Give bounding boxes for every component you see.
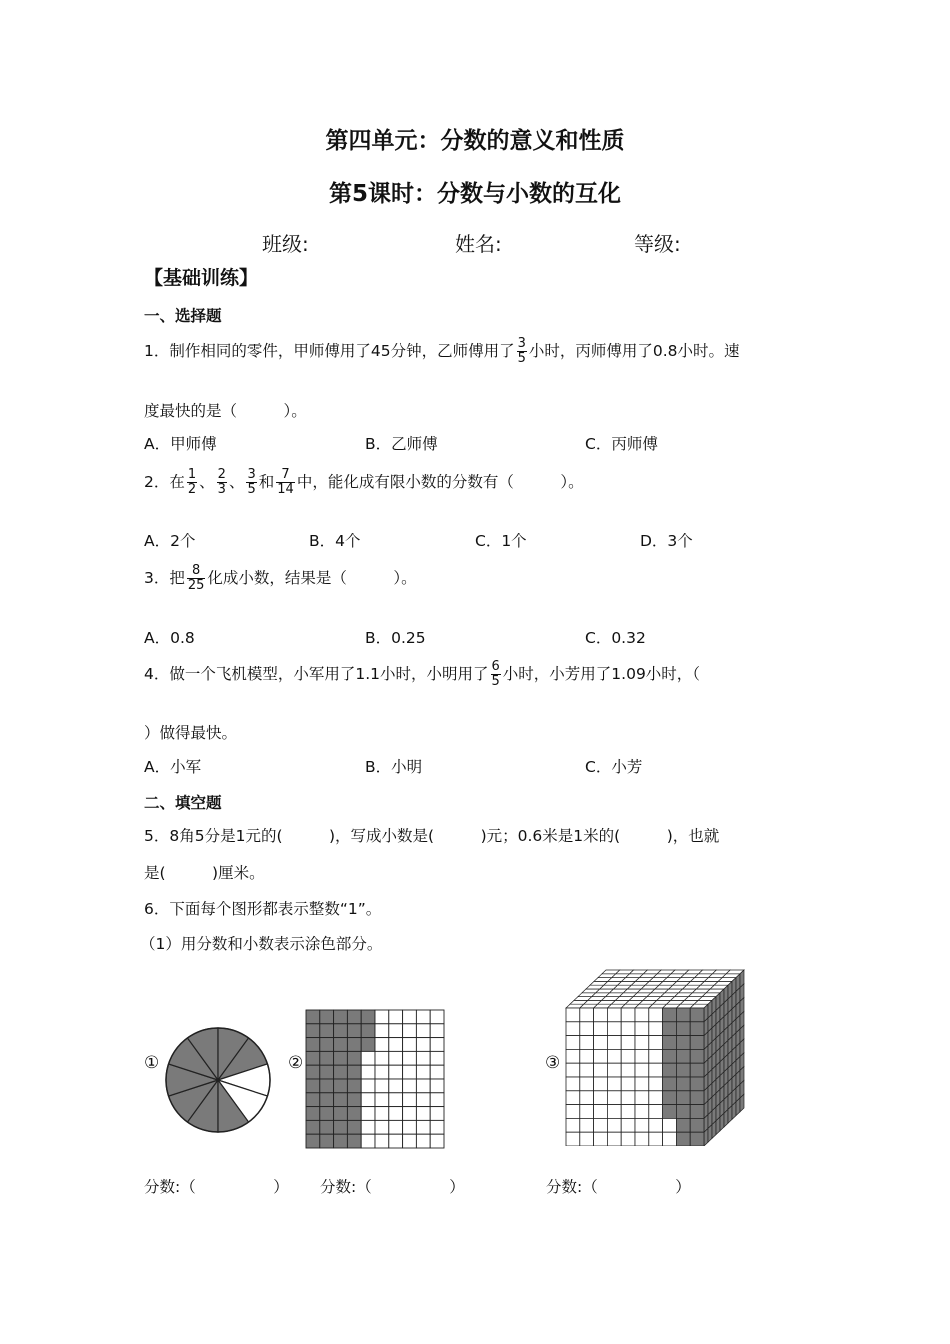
q1-option-a: A．甲师傅 bbox=[144, 435, 217, 453]
grid-cell bbox=[375, 1134, 389, 1148]
cube-front-cell bbox=[663, 1105, 677, 1119]
page-title: 第四单元：分数的意义和性质 bbox=[325, 128, 625, 154]
cube-front-cell bbox=[649, 1008, 663, 1022]
cube-front-cell bbox=[690, 1077, 704, 1091]
cube-front-cell bbox=[635, 1022, 649, 1036]
grid-cell bbox=[306, 1107, 320, 1121]
grid-cell bbox=[389, 1038, 403, 1052]
question-1: 1．制作相同的零件，甲师傅用了45分钟，乙师傅用了 $\frac{3}{5}$ 小时，丙师傅用了0.8小时。速 bbox=[144, 336, 740, 366]
grid-cell bbox=[403, 1134, 417, 1148]
cube-front-cell bbox=[635, 1132, 649, 1146]
cube-front-cell bbox=[607, 1118, 621, 1132]
fraction: $\frac{1}{2}$ bbox=[187, 467, 197, 497]
question-3: 3．把 $\frac{8}{25}$ 化成小数，结果是（ ）。 bbox=[144, 563, 417, 593]
cube-front-cell bbox=[594, 1036, 608, 1050]
cube-front-cell bbox=[663, 1091, 677, 1105]
cube-front-cell bbox=[594, 1063, 608, 1077]
cube-front-cell bbox=[690, 1063, 704, 1077]
grid-cell bbox=[361, 1120, 375, 1134]
grid-cell bbox=[430, 1079, 444, 1093]
grid-cell bbox=[389, 1024, 403, 1038]
grid-cell bbox=[416, 1024, 430, 1038]
cube-front-cell bbox=[621, 1049, 635, 1063]
cube-front-cell bbox=[676, 1063, 690, 1077]
grid-cell bbox=[320, 1065, 334, 1079]
cube-front-cell bbox=[649, 1049, 663, 1063]
grid-cell bbox=[347, 1024, 361, 1038]
cube-front-cell bbox=[566, 1036, 580, 1050]
cube-front-cell bbox=[621, 1118, 635, 1132]
grid-cell bbox=[347, 1038, 361, 1052]
cube-front-cell bbox=[635, 1036, 649, 1050]
grid-cell bbox=[403, 1010, 417, 1024]
grid-cell bbox=[403, 1079, 417, 1093]
grid-cell bbox=[361, 1051, 375, 1065]
cube-front-cell bbox=[676, 1008, 690, 1022]
cube-front-cell bbox=[566, 1077, 580, 1091]
circle-figure bbox=[160, 1012, 280, 1148]
grid-cell bbox=[389, 1010, 403, 1024]
cube-front-cell bbox=[607, 1091, 621, 1105]
cube-front-cell bbox=[663, 1008, 677, 1022]
q2-option-a: A．2个 bbox=[144, 532, 196, 550]
grid-cell bbox=[334, 1010, 348, 1024]
cube-front-cell bbox=[676, 1049, 690, 1063]
cube-front-cell bbox=[594, 1077, 608, 1091]
cube-front-cell bbox=[580, 1063, 594, 1077]
grid-cell bbox=[320, 1093, 334, 1107]
cube-front-cell bbox=[690, 1022, 704, 1036]
grid-cell bbox=[334, 1134, 348, 1148]
grid-cell bbox=[430, 1107, 444, 1121]
grid-cell bbox=[416, 1065, 430, 1079]
cube-front-cell bbox=[635, 1091, 649, 1105]
grid-cell bbox=[334, 1065, 348, 1079]
grid-cell bbox=[347, 1079, 361, 1093]
cube-front-cell bbox=[566, 1105, 580, 1119]
question-4-line2: ）做得最快。 bbox=[144, 724, 238, 742]
grid-cell bbox=[389, 1079, 403, 1093]
grid-cell bbox=[306, 1010, 320, 1024]
grid-cell bbox=[334, 1079, 348, 1093]
q3-option-c: C．0.32 bbox=[585, 629, 646, 647]
grid-cell bbox=[389, 1065, 403, 1079]
grid-cell bbox=[403, 1024, 417, 1038]
grid-cell bbox=[416, 1038, 430, 1052]
cube-front-cell bbox=[649, 1105, 663, 1119]
answer-label-1: 分数:（ ） bbox=[144, 1178, 289, 1196]
cube-front-cell bbox=[663, 1036, 677, 1050]
grid-cell bbox=[347, 1120, 361, 1134]
grid-cell bbox=[347, 1065, 361, 1079]
cube-front-cell bbox=[690, 1008, 704, 1022]
cube-front-cell bbox=[594, 1132, 608, 1146]
grid-cell bbox=[416, 1079, 430, 1093]
q3-option-a: A．0.8 bbox=[144, 629, 195, 647]
cube-front-cell bbox=[607, 1105, 621, 1119]
question-5: 5．8角5分是1元的( )，写成小数是( )元；0.6米是1米的( )，也就 bbox=[144, 827, 720, 845]
cube-front-cell bbox=[690, 1118, 704, 1132]
grid-cell bbox=[375, 1038, 389, 1052]
cube-front-cell bbox=[594, 1105, 608, 1119]
cube-front-cell bbox=[621, 1022, 635, 1036]
cube-front-cell bbox=[621, 1036, 635, 1050]
grid-cell bbox=[334, 1093, 348, 1107]
question-2: 2．在 $\frac{1}{2}$ 、 $\frac{2}{3}$ 、 $\frac{3}{5}$ 和 $\frac{7}{14}$ 中，能化成有限小数的分数有（ ）。 bbox=[144, 467, 584, 497]
cube-front-cell bbox=[649, 1077, 663, 1091]
cube-front-cell bbox=[635, 1105, 649, 1119]
cube-front-cell bbox=[566, 1091, 580, 1105]
grid-cell bbox=[306, 1065, 320, 1079]
cube-front-cell bbox=[649, 1132, 663, 1146]
cube-front-cell bbox=[676, 1077, 690, 1091]
cube-front-cell bbox=[676, 1105, 690, 1119]
grid-cell bbox=[347, 1051, 361, 1065]
grid-cell bbox=[361, 1134, 375, 1148]
fraction: $\frac{7}{14}$ bbox=[277, 467, 294, 497]
grid-cell bbox=[347, 1010, 361, 1024]
grid-cell bbox=[430, 1120, 444, 1134]
grid-cell bbox=[320, 1038, 334, 1052]
grid-cell bbox=[375, 1120, 389, 1134]
fraction: $\frac{2}{3}$ bbox=[217, 467, 226, 497]
grid-cell bbox=[416, 1093, 430, 1107]
cube-front-cell bbox=[663, 1022, 677, 1036]
grid-cell bbox=[375, 1107, 389, 1121]
grid-figure bbox=[300, 1005, 450, 1153]
grid-cell bbox=[389, 1134, 403, 1148]
grid-cell bbox=[403, 1093, 417, 1107]
grid-cell bbox=[375, 1010, 389, 1024]
cube-front-cell bbox=[635, 1063, 649, 1077]
cube-front-cell bbox=[690, 1132, 704, 1146]
cube-front-cell bbox=[621, 1091, 635, 1105]
cube-front-cell bbox=[594, 1022, 608, 1036]
question-1-line2: 度最快的是（ ）。 bbox=[144, 402, 307, 420]
grid-cell bbox=[306, 1038, 320, 1052]
cube-front-cell bbox=[566, 1049, 580, 1063]
grid-cell bbox=[347, 1107, 361, 1121]
cube-front-cell bbox=[607, 1063, 621, 1077]
fraction: $\frac{3}{5}$ bbox=[247, 467, 256, 497]
grid-cell bbox=[389, 1051, 403, 1065]
cube-front-cell bbox=[580, 1008, 594, 1022]
grid-cell bbox=[334, 1120, 348, 1134]
question-6: 6．下面每个图形都表示整数“1”。 bbox=[144, 900, 382, 918]
fraction: $\frac{6}{5}$ bbox=[491, 659, 500, 689]
grid-cell bbox=[430, 1051, 444, 1065]
cube-front-cell bbox=[607, 1132, 621, 1146]
grid-cell bbox=[375, 1079, 389, 1093]
cube-front-cell bbox=[663, 1077, 677, 1091]
grid-cell bbox=[375, 1024, 389, 1038]
cube-front-cell bbox=[649, 1063, 663, 1077]
cube-front-cell bbox=[621, 1105, 635, 1119]
grid-cell bbox=[375, 1051, 389, 1065]
cube-front-cell bbox=[690, 1091, 704, 1105]
cube-front-cell bbox=[635, 1077, 649, 1091]
cube-front-cell bbox=[566, 1118, 580, 1132]
q4-option-a: A．小军 bbox=[144, 758, 202, 776]
cube-front-cell bbox=[621, 1063, 635, 1077]
cube-front-cell bbox=[621, 1008, 635, 1022]
grid-cell bbox=[416, 1051, 430, 1065]
grid-cell bbox=[334, 1038, 348, 1052]
cube-front-cell bbox=[566, 1008, 580, 1022]
cube-front-cell bbox=[607, 1022, 621, 1036]
grid-cell bbox=[375, 1065, 389, 1079]
grade-label: 等级: bbox=[634, 232, 681, 256]
cube-figure bbox=[560, 962, 756, 1146]
q2-option-b: B．4个 bbox=[309, 532, 361, 550]
fraction: $\frac{8}{25}$ bbox=[187, 563, 205, 593]
grid-cell bbox=[334, 1024, 348, 1038]
answer-label-3: 分数:（ ） bbox=[546, 1178, 691, 1196]
grid-cell bbox=[320, 1024, 334, 1038]
section-heading: 【基础训练】 bbox=[144, 267, 259, 289]
page-subtitle: 第5课时：分数与小数的互化 bbox=[328, 181, 621, 207]
grid-cell bbox=[430, 1065, 444, 1079]
cube-front-cell bbox=[566, 1132, 580, 1146]
cube-front-cell bbox=[676, 1022, 690, 1036]
cube-front-cell bbox=[663, 1132, 677, 1146]
cube-front-cell bbox=[676, 1118, 690, 1132]
cube-front-cell bbox=[580, 1091, 594, 1105]
grid-cell bbox=[347, 1134, 361, 1148]
cube-front-cell bbox=[594, 1008, 608, 1022]
grid-cell bbox=[306, 1051, 320, 1065]
q4-option-b: B．小明 bbox=[365, 758, 423, 776]
grid-cell bbox=[389, 1120, 403, 1134]
grid-cell bbox=[416, 1120, 430, 1134]
cube-front-cell bbox=[649, 1022, 663, 1036]
grid-cell bbox=[320, 1010, 334, 1024]
cube-front-cell bbox=[580, 1105, 594, 1119]
cube-front-cell bbox=[663, 1049, 677, 1063]
figure-1-label: ① bbox=[144, 1053, 160, 1073]
cube-front-cell bbox=[676, 1036, 690, 1050]
cube-front-cell bbox=[635, 1118, 649, 1132]
grid-cell bbox=[306, 1079, 320, 1093]
class-label: 班级: bbox=[262, 232, 309, 256]
grid-cell bbox=[403, 1051, 417, 1065]
cube-front-cell bbox=[621, 1132, 635, 1146]
grid-cell bbox=[361, 1079, 375, 1093]
cube-front-cell bbox=[690, 1036, 704, 1050]
grid-cell bbox=[320, 1107, 334, 1121]
q1-option-c: C．丙师傅 bbox=[585, 435, 658, 453]
cube-front-cell bbox=[580, 1036, 594, 1050]
grid-cell bbox=[320, 1079, 334, 1093]
cube-front-cell bbox=[580, 1132, 594, 1146]
cube-front-cell bbox=[580, 1049, 594, 1063]
figure-3-label: ③ bbox=[545, 1053, 561, 1073]
part1-heading: 一、选择题 bbox=[144, 307, 222, 325]
cube-front-cell bbox=[663, 1063, 677, 1077]
q2-option-d: D．3个 bbox=[640, 532, 693, 550]
q3-option-b: B．0.25 bbox=[365, 629, 426, 647]
grid-cell bbox=[334, 1051, 348, 1065]
cube-front-cell bbox=[649, 1036, 663, 1050]
cube-front-cell bbox=[594, 1049, 608, 1063]
cube-front-cell bbox=[676, 1091, 690, 1105]
grid-cell bbox=[306, 1024, 320, 1038]
cube-front-cell bbox=[580, 1022, 594, 1036]
name-label: 姓名: bbox=[455, 232, 502, 256]
grid-cell bbox=[416, 1134, 430, 1148]
grid-cell bbox=[403, 1120, 417, 1134]
cube-front-cell bbox=[594, 1118, 608, 1132]
grid-cell bbox=[347, 1093, 361, 1107]
cube-front-cell bbox=[649, 1091, 663, 1105]
fraction: $\frac{3}{5}$ bbox=[517, 336, 526, 366]
grid-cell bbox=[361, 1010, 375, 1024]
cube-front-cell bbox=[635, 1049, 649, 1063]
grid-cell bbox=[361, 1107, 375, 1121]
cube-front-cell bbox=[607, 1077, 621, 1091]
grid-cell bbox=[430, 1134, 444, 1148]
grid-cell bbox=[320, 1134, 334, 1148]
cube-front-cell bbox=[580, 1118, 594, 1132]
grid-cell bbox=[306, 1093, 320, 1107]
cube-front-cell bbox=[621, 1077, 635, 1091]
question-5-line2: 是( )厘米。 bbox=[144, 864, 265, 882]
cube-front-cell bbox=[607, 1049, 621, 1063]
cube-front-cell bbox=[649, 1118, 663, 1132]
grid-cell bbox=[430, 1010, 444, 1024]
cube-front-cell bbox=[594, 1091, 608, 1105]
q2-option-c: C．1个 bbox=[475, 532, 527, 550]
grid-cell bbox=[403, 1038, 417, 1052]
cube-front-cell bbox=[580, 1077, 594, 1091]
cube-front-cell bbox=[566, 1063, 580, 1077]
question-4: 4．做一个飞机模型，小军用了1.1小时，小明用了 $\frac{6}{5}$ 小时，小芳用了1.09小时，（ bbox=[144, 659, 701, 689]
grid-cell bbox=[361, 1065, 375, 1079]
grid-cell bbox=[375, 1093, 389, 1107]
grid-cell bbox=[403, 1065, 417, 1079]
grid-cell bbox=[361, 1038, 375, 1052]
answer-label-2: 分数:（ ） bbox=[320, 1178, 465, 1196]
grid-cell bbox=[361, 1024, 375, 1038]
q1-option-b: B．乙师傅 bbox=[365, 435, 438, 453]
grid-cell bbox=[320, 1051, 334, 1065]
grid-cell bbox=[430, 1038, 444, 1052]
q4-option-c: C．小芳 bbox=[585, 758, 643, 776]
cube-front-cell bbox=[607, 1036, 621, 1050]
grid-cell bbox=[403, 1107, 417, 1121]
grid-cell bbox=[306, 1134, 320, 1148]
grid-cell bbox=[416, 1107, 430, 1121]
grid-cell bbox=[416, 1010, 430, 1024]
cube-front-cell bbox=[607, 1008, 621, 1022]
part2-heading: 二、填空题 bbox=[144, 794, 222, 812]
cube-front-cell bbox=[690, 1105, 704, 1119]
figure-2-label: ② bbox=[288, 1053, 304, 1073]
grid-cell bbox=[306, 1120, 320, 1134]
grid-cell bbox=[361, 1093, 375, 1107]
question-6-sub1: （1）用分数和小数表示涂色部分。 bbox=[140, 935, 383, 953]
grid-cell bbox=[430, 1024, 444, 1038]
cube-front-cell bbox=[663, 1118, 677, 1132]
cube-front-cell bbox=[566, 1022, 580, 1036]
grid-cell bbox=[389, 1093, 403, 1107]
grid-cell bbox=[320, 1120, 334, 1134]
grid-cell bbox=[389, 1107, 403, 1121]
grid-cell bbox=[430, 1093, 444, 1107]
grid-cell bbox=[334, 1107, 348, 1121]
cube-front-cell bbox=[690, 1049, 704, 1063]
cube-front-cell bbox=[635, 1008, 649, 1022]
cube-front-cell bbox=[676, 1132, 690, 1146]
